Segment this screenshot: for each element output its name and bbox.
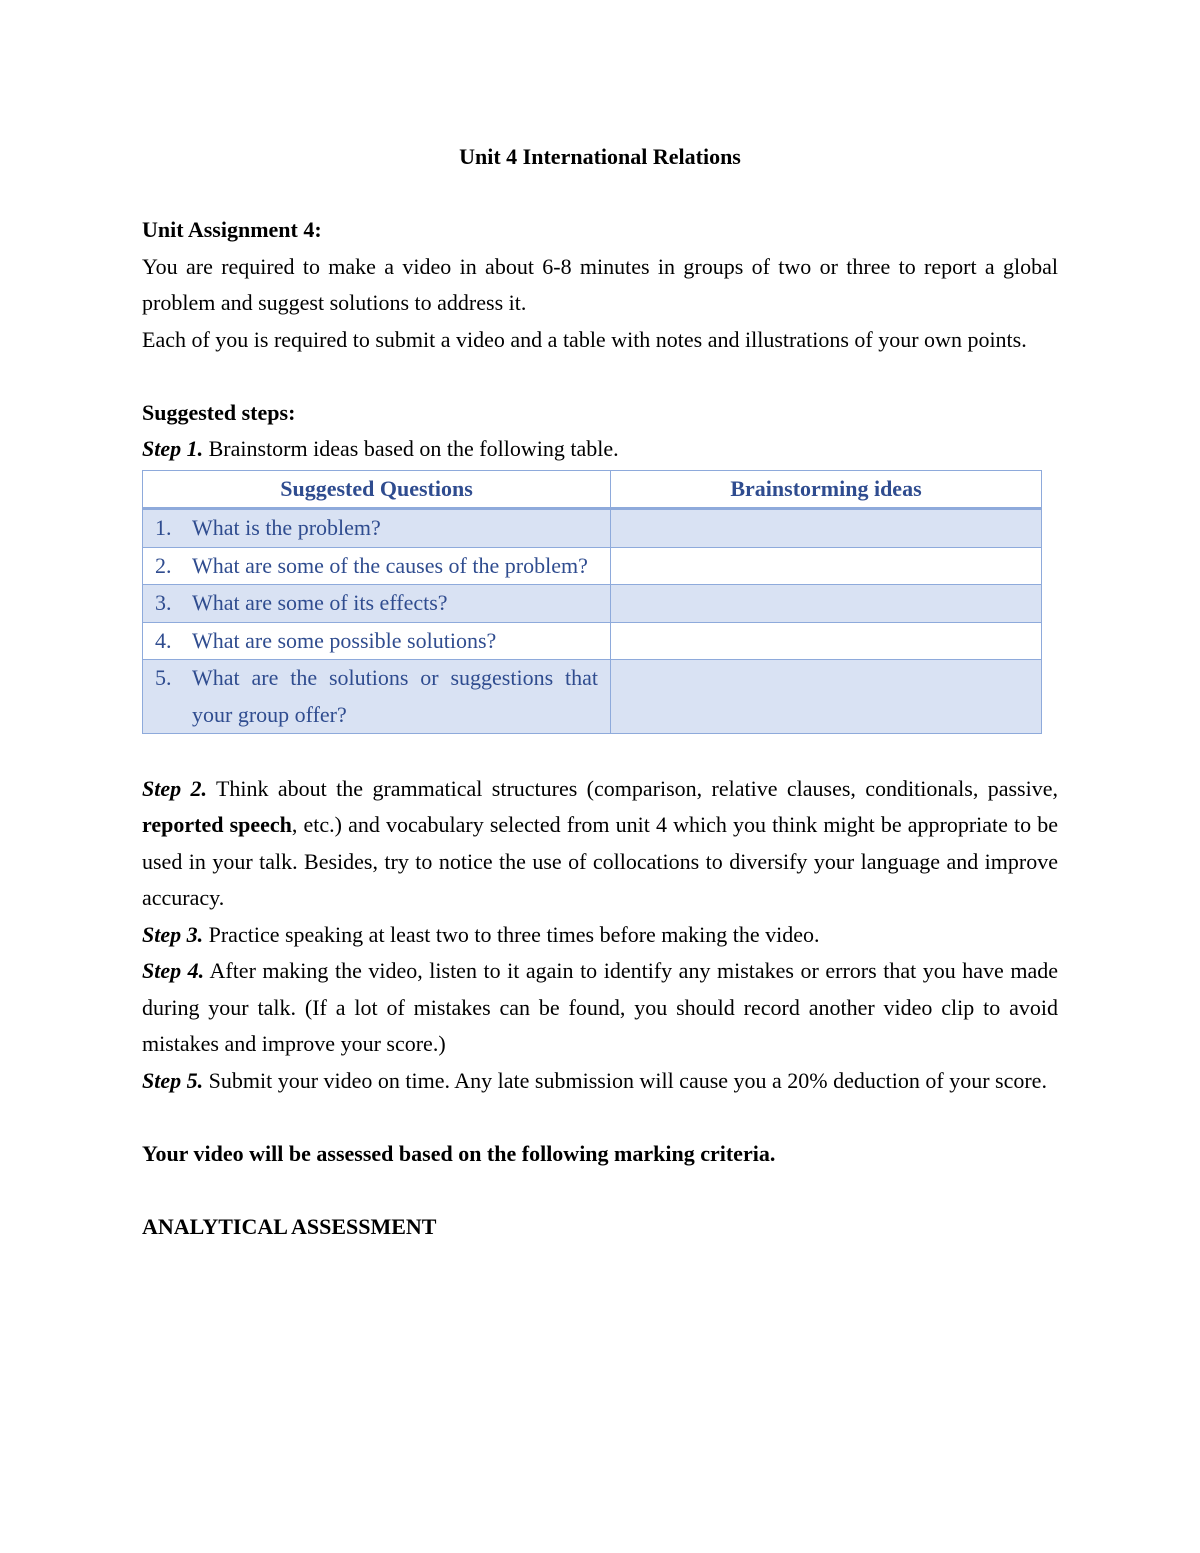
step-5: [142, 1063, 1058, 1100]
step-2: [142, 771, 1058, 917]
question-cell: [143, 660, 611, 734]
step-2-label: Step 2.: [142, 775, 207, 801]
assignment-paragraph-1: You are required to make a video in about 6-8 minutes in groups of two or three to report a global problem and suggest solutions to address it.: [142, 253, 1058, 315]
idea-cell[interactable]: [611, 509, 1042, 548]
analytical-assessment-heading: ANALYTICAL ASSESSMENT: [142, 1213, 437, 1239]
question-number: 4.: [155, 627, 172, 653]
question-cell: [143, 547, 611, 585]
page-content: [142, 139, 1058, 1245]
step-4: [142, 953, 1058, 1063]
question-text: What are some of its effects?: [192, 590, 448, 615]
step-1-label: Step 1.: [142, 436, 204, 461]
question-text: What are some of the causes of the problem?: [192, 552, 588, 578]
assignment-heading: Unit Assignment 4:: [142, 217, 322, 242]
question-cell: [143, 585, 611, 623]
brainstorm-table: [142, 470, 1042, 735]
page-title: Unit 4 International Relations: [459, 144, 741, 169]
table-header-row: [143, 470, 1042, 509]
question-number: 3.: [155, 590, 172, 615]
step-3-label: Step 3.: [142, 921, 204, 947]
assignment-paragraph-2: Each of you is required to submit a video and a table with notes and illustrations of your own points.: [142, 326, 1027, 352]
table-row: [143, 585, 1042, 623]
spacer: [142, 734, 1058, 771]
question-cell: [143, 509, 611, 548]
header-brainstorming-ideas: Brainstorming ideas: [611, 470, 1042, 509]
question-text: What are some possible solutions?: [192, 627, 497, 653]
spacer: [142, 358, 1058, 395]
table-row: [143, 509, 1042, 548]
table-row: [143, 660, 1042, 734]
question-cell: [143, 622, 611, 660]
step-5-label: Step 5.: [142, 1067, 204, 1093]
steps-heading: Suggested steps:: [142, 399, 296, 425]
step-1-text: Brainstorm ideas based on the following table.: [203, 436, 619, 461]
step-3: [142, 917, 1058, 954]
question-text: What is the problem?: [192, 515, 381, 540]
step-3-text: Practice speaking at least two to three times before making the video.: [203, 921, 820, 947]
step-2-text-b: , etc.) and vocabulary selected from unit 4 which you think might be appropriate to be used in your talk. Besides, try to notice the use of collocations to diversify your language and improve accuracy.: [142, 812, 1058, 910]
table-row: [143, 622, 1042, 660]
spacer: [142, 1172, 1058, 1209]
step-1: [142, 431, 1058, 468]
question-number: 5.: [155, 665, 172, 690]
step-4-label: Step 4.: [142, 958, 205, 983]
idea-cell[interactable]: [611, 660, 1042, 734]
criteria-statement: Your video will be assessed based on the following marking criteria.: [142, 1140, 776, 1166]
question-number: 1.: [155, 515, 172, 540]
header-suggested-questions: Suggested Questions: [143, 470, 611, 509]
step-2-bold-text: reported speech: [142, 812, 292, 837]
step-2-text-a: Think about the grammatical structures (comparison, relative clauses, conditionals, passive,: [207, 775, 1058, 801]
spacer: [142, 176, 1058, 213]
table-row: [143, 547, 1042, 585]
idea-cell[interactable]: [611, 547, 1042, 585]
question-text: What are the solutions or suggestions that your group offer?: [192, 665, 598, 727]
step-4-text: After making the video, listen to it again to identify any mistakes or errors that you have made during your talk. (If a lot of mistakes can be found, you should record another video clip to avoid mistakes and improve your score.): [142, 958, 1058, 1056]
idea-cell[interactable]: [611, 622, 1042, 660]
question-number: 2.: [155, 552, 172, 578]
spacer: [142, 1099, 1058, 1136]
idea-cell[interactable]: [611, 585, 1042, 623]
step-5-text: Submit your video on time. Any late submission will cause you a 20% deduction of your score.: [203, 1067, 1047, 1093]
